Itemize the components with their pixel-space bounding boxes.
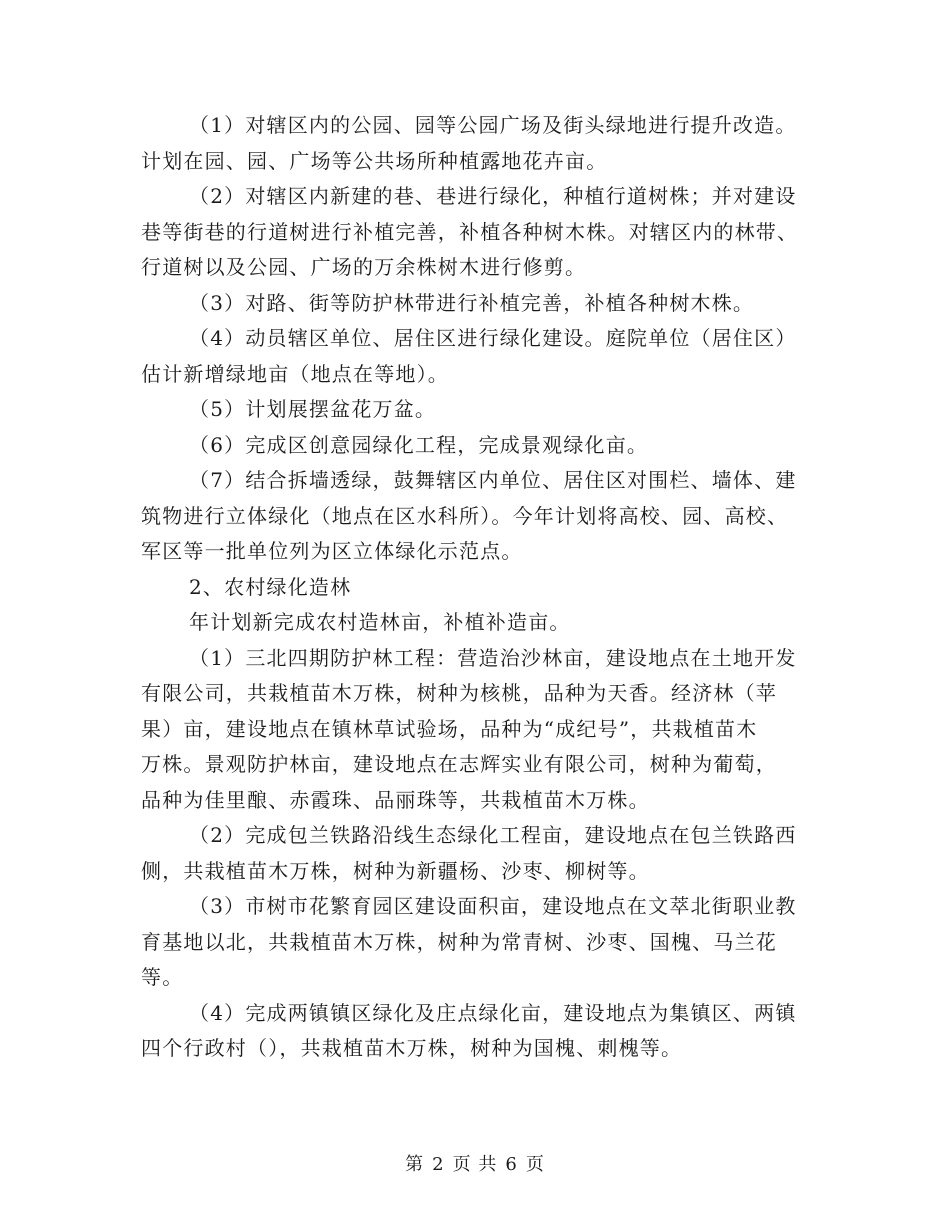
paragraph-line: 年计划新完成农村造林亩，补植补造亩。 (189, 610, 571, 634)
document-body (141, 108, 811, 1067)
paragraph-line: 巷等街巷的行道树进行补植完善，补植各种树木株。对辖区内的林带、 (141, 219, 799, 244)
paragraph-line: （4）完成两镇镇区绿化及庄点绿化亩，建设地点为集镇区、两镇 (189, 1000, 797, 1025)
paragraph-line: 计划在园、园、广场等公共场所种植露地花卉亩。 (141, 148, 608, 173)
paragraph-line: （5）计划展摆盆花万盆。 (189, 397, 437, 421)
paragraph-line: （6）完成区创意园绿化工程，完成景观绿化亩。 (189, 432, 649, 457)
paragraph-line: 等。 (141, 965, 184, 989)
paragraph-line: 2、农村绿化造林 (189, 574, 352, 599)
paragraph-line: 四个行政村（），共栽植苗木万株，树种为国槐、刺槐等。 (141, 1036, 683, 1060)
paragraph-line: 筑物进行立体绿化（地点在区水科所）。今年计划将高校、园、高校、 (141, 503, 789, 528)
paragraph-line: 行道树以及公园、广场的万余株树木进行修剪。 (141, 255, 587, 279)
paragraph (141, 179, 811, 286)
paragraph (141, 321, 811, 392)
paragraph-line: 军区等一批单位列为区立体绿化示范点。 (141, 539, 523, 563)
paragraph (141, 428, 811, 464)
paragraph-line: （3）对路、街等防护林带进行补植完善，补植各种树木株。 (189, 290, 755, 315)
paragraph-line: （1）三北四期防护林工程：营造治沙林亩，建设地点在土地开发 (189, 645, 797, 670)
paragraph-line: 估计新增绿地亩（地点在等地）。 (141, 361, 449, 386)
paragraph-line: （2）完成包兰铁路沿线生态绿化工程亩，建设地点在包兰铁路西 (189, 823, 797, 847)
paragraph-line: （4）动员辖区单位、居住区进行绿化建设。庭院单位（居住区） (189, 326, 797, 350)
footer-total-pages: 6 (505, 1154, 518, 1175)
paragraph-line: 侧，共栽植苗木万株，树种为新疆杨、沙枣、柳树等。 (141, 858, 650, 883)
paragraph-line: （2）对辖区内新建的巷、巷进行绿化，种植行道树株；并对建设 (189, 184, 797, 208)
page-footer (0, 1150, 950, 1176)
footer-middle: 页 共 (452, 1154, 498, 1175)
paragraph (141, 570, 811, 606)
paragraph (141, 889, 811, 996)
paragraph (141, 108, 811, 179)
paragraph (141, 392, 811, 428)
paragraph-line: （1）对辖区内的公园、园等公园广场及街头绿地进行提升改造。 (189, 113, 797, 137)
paragraph-line: （7）结合拆墙透绿，鼓舞辖区内单位、居住区对围栏、墙体、建 (189, 468, 797, 492)
paragraph (141, 605, 811, 641)
paragraph (141, 996, 811, 1067)
paragraph (141, 641, 811, 819)
paragraph-line: 万株。景观防护林亩，建设地点在志辉实业有限公司，树种为葡萄， (141, 752, 777, 776)
paragraph (141, 286, 811, 322)
paragraph (141, 463, 811, 570)
paragraph-line: 果）亩，建设地点在镇林草试验场，品种为“成纪号”，共栽植苗木 (141, 716, 758, 741)
footer-suffix: 页 (525, 1154, 545, 1175)
paragraph-line: 有限公司，共栽植苗木万株，树种为核桃，品种为天香。经济林（苹 (141, 681, 777, 705)
paragraph (141, 818, 811, 889)
footer-prefix: 第 (405, 1154, 425, 1175)
paragraph-line: 育基地以北，共栽植苗木万株，树种为常青树、沙枣、国槐、马兰花 (141, 929, 777, 954)
paragraph-line: （3）市树市花繁育园区建设面积亩，建设地点在文萃北街职业教 (189, 894, 797, 918)
paragraph-line: 品种为佳里酿、赤霞珠、品丽珠等，共栽植苗木万株。 (141, 787, 650, 812)
footer-page-number: 2 (432, 1154, 445, 1175)
